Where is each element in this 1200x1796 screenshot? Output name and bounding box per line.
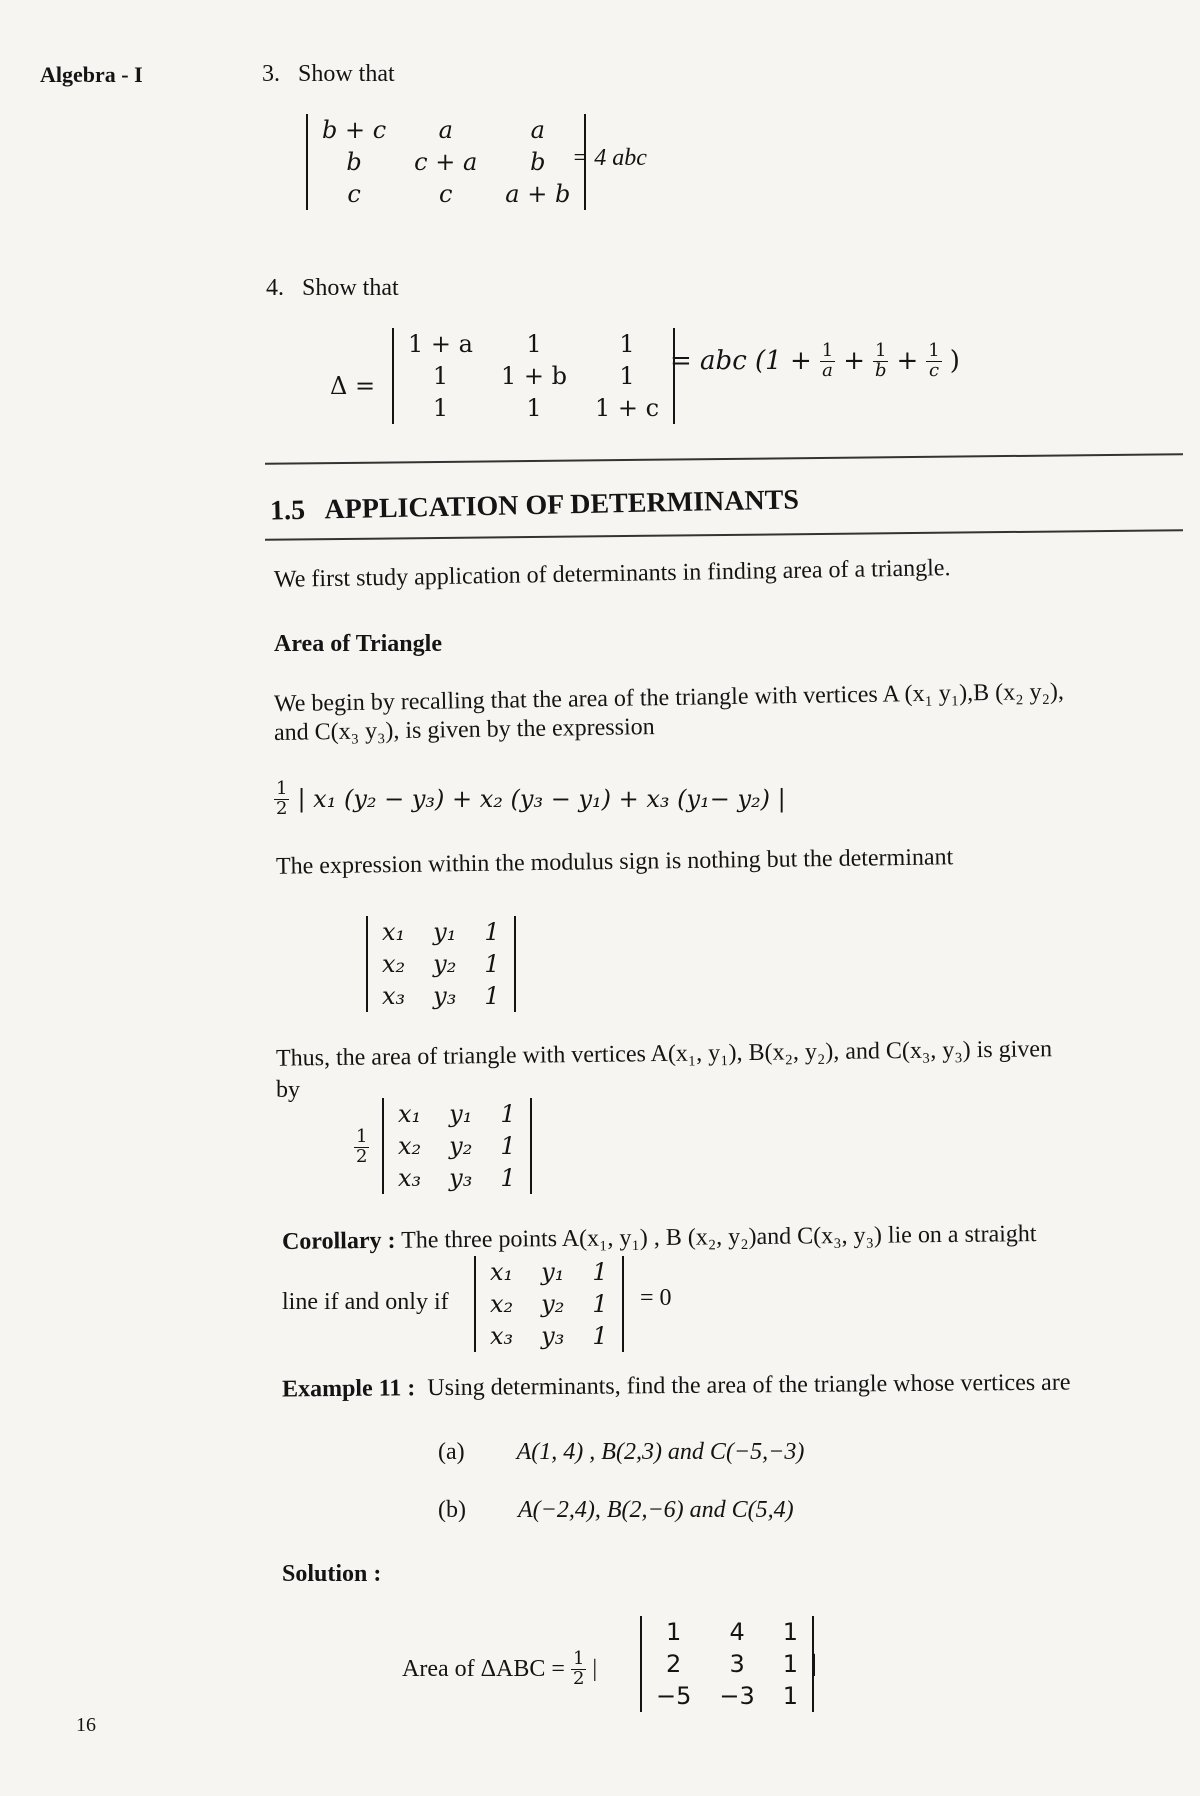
one-half-fraction: $\frac{1}{2}$ [276,778,288,819]
cell: x₁ [398,1100,422,1128]
area-heading: Area of Triangle [274,631,442,657]
cell: x₃ [490,1322,514,1350]
cell: −5 [656,1682,692,1710]
example-item-a [438,1438,804,1467]
solution-determinant [640,1616,814,1712]
cell: c + a [414,148,478,176]
cell: y₁ [433,918,457,946]
problem-3-determinant [306,114,586,210]
cell: y₂ [541,1290,565,1318]
section-number: 1.5 [269,494,306,527]
cell: 1 [526,394,542,422]
cell: 1 [526,330,542,358]
formula-body: | x₁ (y₂ − y₃) + x₂ (y₃ − y₁) + x₃ (y₁− y₂) | [297,784,786,813]
corollary-rhs: = 0 [640,1285,672,1311]
problem-4-determinant [392,328,675,424]
corollary-text: The three points A(x₁, y₁) , B (x₂, y₂)and C(x₃, y₃) lie on a straight [400,1221,1037,1254]
cell: 1 [500,1132,516,1160]
cell: x₂ [382,950,406,978]
fraction-1-over-c: $\frac{1}{c}$ [928,340,940,381]
cell: 4 [729,1618,745,1646]
problem-4-number: 4. [266,275,284,301]
corollary-label: Corollary : [281,1227,396,1255]
cell: b [346,148,362,176]
cell: y₃ [449,1164,473,1192]
example-label: Example 11 : [281,1375,416,1403]
cell: 1 [484,950,500,978]
example-item-b [438,1496,794,1525]
cell: x₁ [382,918,406,946]
intro-paragraph: We first study application of determinants in finding area of a triangle. [273,555,951,593]
modulus-paragraph: The expression within the modulus sign is nothing but the determinant [275,844,954,880]
cell: 1 [619,330,635,358]
area-determinant-half [352,1128,371,1167]
section-heading [270,484,800,527]
cell: −3 [719,1682,755,1710]
cell: a + b [505,180,571,208]
cell: y₁ [449,1100,473,1128]
example-11-statement [282,1369,1071,1405]
plus-sign: + [896,345,919,376]
area-label: Area of ΔABC = [402,1655,565,1682]
solution-label: Solution : [282,1561,382,1587]
cell: c [439,180,453,208]
cell: 2 [666,1650,682,1678]
cell: x₂ [398,1132,422,1160]
cell: y₃ [541,1322,565,1350]
cell: x₂ [490,1290,514,1318]
item-text: A(−2,4), B(2,−6) and C(5,4) [517,1497,794,1523]
item-tag: (a) [438,1439,465,1465]
cell: 1 [592,1258,608,1286]
cell: 1 + c [594,394,660,422]
solution-area-lhs [402,1650,597,1689]
cell: 1 [782,1682,799,1710]
modulus-bar-left: | [592,1655,598,1682]
cell: y₂ [433,950,457,978]
cell: y₃ [433,982,457,1010]
example-text: Using determinants, find the area of the triangle whose vertices are [427,1369,1071,1402]
section-rule-bottom [265,529,1183,540]
cell: x₃ [382,982,406,1010]
problem-4-rhs [670,342,960,381]
cell: 1 [500,1100,516,1128]
modulus-bar-right: | [812,1651,817,1677]
corollary-line-2: line if and only if [282,1289,449,1315]
one-half-fraction: $\frac{1}{2}$ [356,1126,368,1167]
cell: 1 + b [500,362,567,390]
cell: 1 [666,1618,682,1646]
rhs-prefix: = abc (1 + [670,345,812,376]
problem-4-text: Show that [302,275,399,301]
cell: y₁ [541,1258,565,1286]
problem-4-prompt [266,274,399,303]
cell: 1 [782,1618,799,1646]
cell: a [438,116,453,144]
cell: x₃ [398,1164,422,1192]
problem-3-rhs: = 4 abc [572,145,647,171]
page-number: 16 [76,1714,96,1736]
problem-4-lhs: Δ = [330,372,376,400]
fraction-1-over-a: $\frac{1}{a}$ [821,340,834,381]
cell: 1 [432,362,449,390]
cell: 1 [619,362,635,390]
problem-3-number: 3. [262,61,280,87]
running-header: Algebra - I [40,62,143,87]
cell: c [347,180,361,208]
cell: 1 [500,1164,516,1192]
cell: 1 [592,1290,608,1318]
cell: 1 [484,982,500,1010]
cell: x₁ [490,1258,514,1286]
fraction-1-over-b: $\frac{1}{b}$ [874,340,887,381]
item-text: A(1, 4) , B(2,3) and C(−5,−3) [516,1439,805,1465]
problem-3-text: Show that [298,61,395,87]
thus-paragraph-line-2: by [276,1077,300,1103]
area-paragraph-line-2: and C(x₃ y₃), is given by the expression [273,714,655,746]
cell: a [530,116,545,144]
cell: 3 [729,1650,745,1678]
corollary-line-1 [282,1220,1037,1257]
cell: y₂ [449,1132,473,1160]
one-half-fraction: $\frac{1}{2}$ [572,1648,585,1689]
item-tag: (b) [438,1497,466,1523]
problem-3-prompt [262,60,395,89]
cell: b [530,148,546,176]
cell: 1 [592,1322,608,1350]
area-determinant [382,1098,532,1194]
corollary-determinant [474,1256,624,1352]
section-title: APPLICATION OF DETERMINANTS [324,484,800,526]
close-paren: ) [949,345,960,376]
area-formula [272,780,786,819]
cell: b + c [322,116,387,144]
coordinate-determinant [366,916,516,1012]
cell: 1 + a [408,330,473,358]
area-paragraph-line-1: We begin by recalling that the area of the triangle with vertices A (x₁ y₁),B (x₂ y₂), [273,678,1065,718]
cell: 1 [782,1650,799,1678]
thus-paragraph-line-1: Thus, the area of triangle with vertices A(x₁, y₁), B(x₂, y₂), and C(x₃, y₃) is given [275,1036,1053,1072]
plus-sign: + [843,345,866,376]
cell: 1 [484,918,500,946]
section-rule-top [265,453,1183,464]
cell: 1 [432,394,449,422]
